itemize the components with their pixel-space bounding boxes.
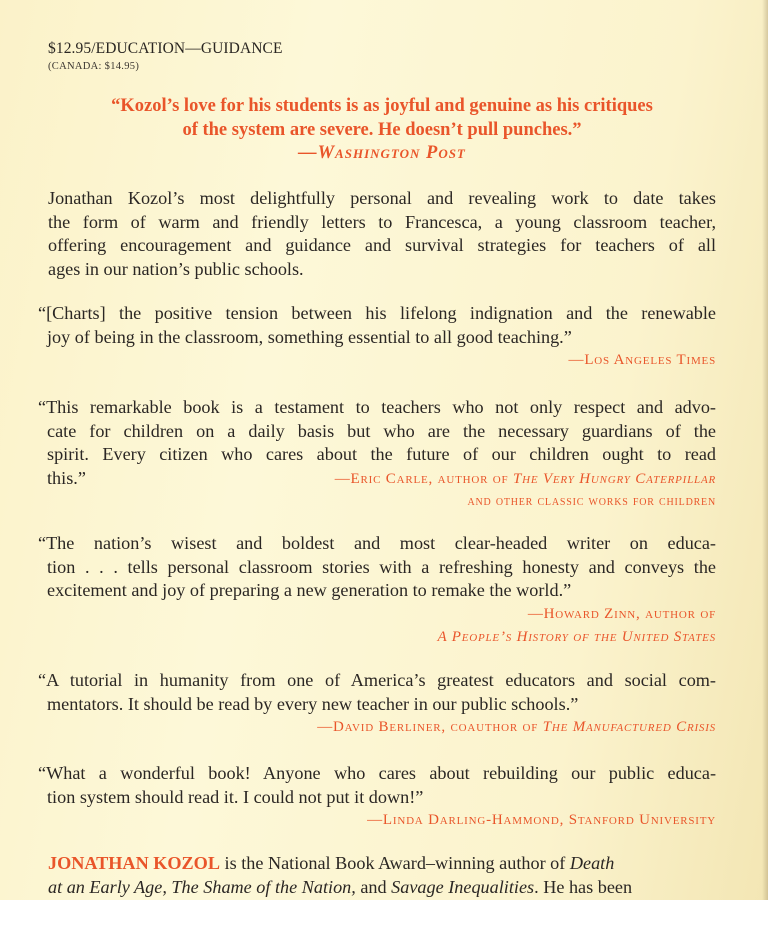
author-name: JONATHAN KOZOL — [48, 853, 220, 873]
book-description — [48, 187, 716, 281]
bio-line — [48, 876, 716, 900]
review-david-berliner — [38, 669, 716, 740]
attribution-book-title: The Manufactured Crisis — [542, 719, 716, 735]
bio-line — [48, 852, 716, 876]
review-line: “This remarkable book is a testament to teachers who not only respect and advo- — [38, 397, 716, 417]
review-line: “The nation’s wisest and boldest and most clear-headed writer on educa- — [38, 533, 716, 553]
review-line: tion . . . tells personal classroom stories with a refreshing honesty and conveys the — [47, 556, 716, 577]
attribution-book-title: The Very Hungry Caterpillar — [513, 470, 716, 487]
author-bio — [48, 852, 716, 899]
bio-book-title: Death — [569, 853, 615, 873]
bio-text: . He has been — [534, 876, 633, 897]
review-attribution — [38, 716, 716, 740]
review-line: excitement and joy of preparing a new generation to remake the world.” — [47, 580, 572, 600]
bio-book-title: at an Early Age, The Shame of the Nation, — [48, 876, 356, 897]
review-linda-darling-hammond — [38, 762, 716, 833]
review-eric-carle — [38, 396, 716, 514]
lead-quote — [48, 95, 716, 166]
attribution-author: —Eric Carle, author of — [334, 470, 513, 487]
review-line: joy of being in the classroom, something essential to all good teaching.” — [47, 326, 572, 347]
review-line: this.” — [47, 467, 86, 488]
attribution-book-title: A People’s History of the United States — [437, 629, 716, 645]
review-la-times — [38, 302, 716, 373]
description-line: offering encouragement and guidance and survival strategies for teachers of all — [48, 235, 716, 255]
review-attribution: —Howard Zinn, author of — [527, 605, 716, 622]
review-line: spirit. Every citizen who cares about the future of our children ought to read — [47, 444, 716, 464]
review-line: “[Charts] the positive tension between his lifelong indignation and the renewable — [38, 303, 716, 323]
review-attribution — [335, 468, 716, 492]
review-line: “What a wonderful book! Anyone who cares about rebuilding our public educa- — [38, 763, 716, 783]
review-attribution: —Los Angeles Times — [568, 352, 716, 368]
attribution-author: —David Berliner, coauthor of — [317, 719, 543, 735]
review-line: “A tutorial in humanity from one of America’s greatest educators and social com- — [38, 670, 716, 690]
lead-quote-line: of the system are severe. He doesn’t pull punches.” — [182, 119, 582, 140]
canada-price: (CANADA: $14.95) — [48, 61, 140, 72]
review-attribution-continued: and other classic works for children — [467, 494, 716, 509]
lead-quote-attribution: —Washington Post — [298, 143, 466, 163]
description-line: ages in our nation’s public schools. — [48, 258, 304, 279]
bio-text: and — [355, 876, 392, 897]
review-line: tion system should read it. I could not put it down!” — [47, 786, 424, 807]
lead-quote-line: “Kozol’s love for his students is as joyful and genuine as his critiques — [111, 96, 653, 116]
bio-book-title: Savage Inequalities — [391, 876, 535, 897]
review-line: cate for children on a daily basis but who are the necessary guardians of the — [47, 420, 716, 441]
review-line: mentators. It should be read by every new teacher in our public schools.” — [47, 693, 579, 714]
bio-text: is the National Book Award–winning author of — [219, 853, 570, 873]
review-attribution-title — [38, 626, 716, 650]
review-attribution: —Linda Darling-Hammond, Stanford University — [367, 812, 716, 828]
description-line: Jonathan Kozol’s most delightfully personal and revealing work to date takes — [48, 188, 716, 208]
price-category-line: $12.95/EDUCATION—GUIDANCE — [48, 40, 283, 57]
review-howard-zinn — [38, 532, 716, 650]
description-line: the form of warm and friendly letters to Francesca, a young classroom teacher, — [48, 211, 716, 232]
